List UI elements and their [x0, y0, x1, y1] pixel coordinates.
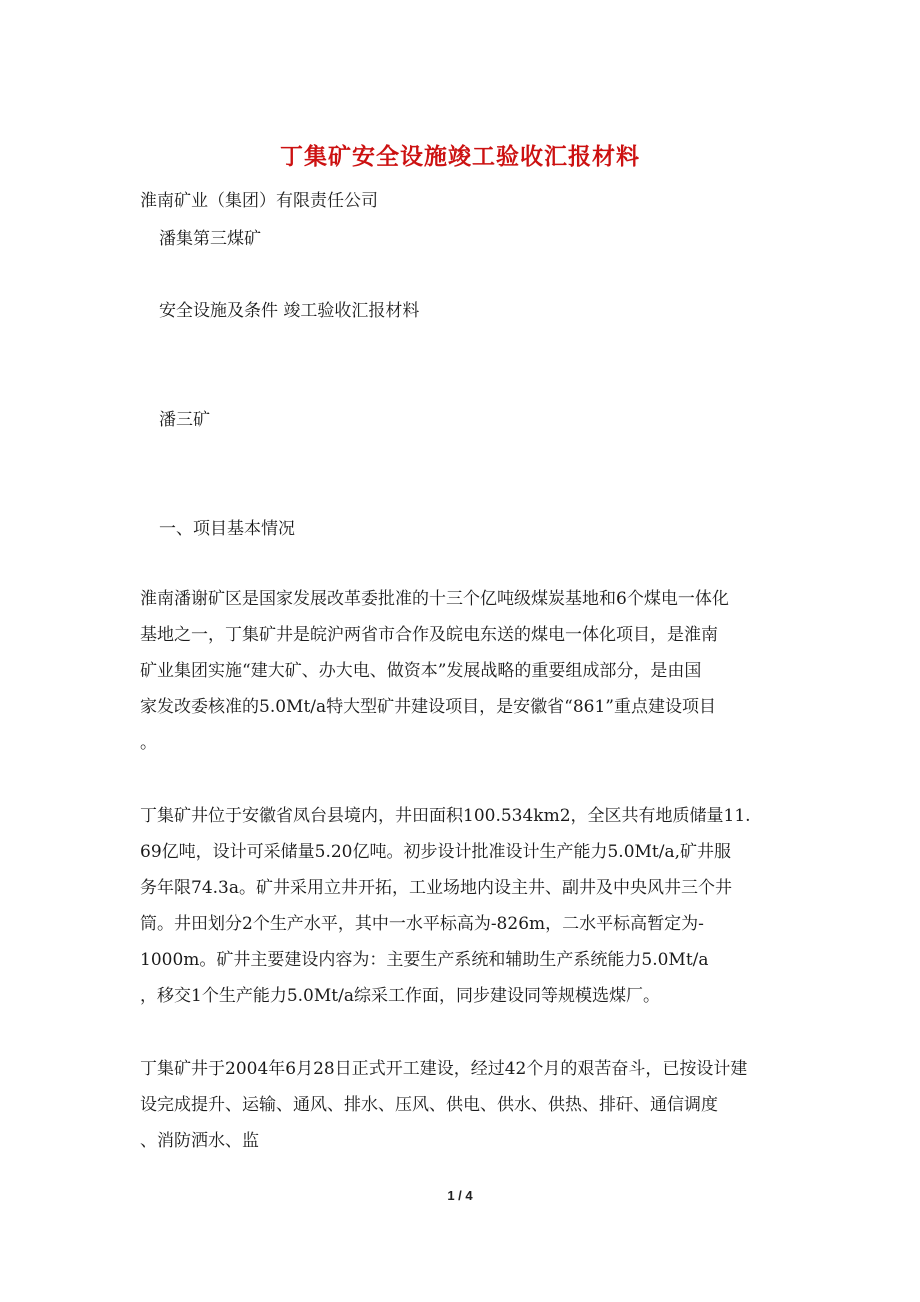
document-title: 丁集矿安全设施竣工验收汇报材料 — [280, 143, 640, 170]
paragraph-line: 。 — [140, 733, 157, 753]
section-heading: 一、项目基本情况 — [159, 519, 295, 539]
paragraph-line: 基地之一，丁集矿井是皖沪两省市合作及皖电东送的煤电一体化项目，是淮南 — [140, 625, 718, 645]
mine-name: 潘集第三煤矿 — [159, 229, 261, 249]
paragraph-2 — [140, 798, 780, 1014]
paragraph-line: 筒。井田划分2个生产水平，其中一水平标高为-826m，二水平标高暂定为- — [140, 914, 704, 934]
paragraph-line: 矿业集团实施“建大矿、办大电、做资本”发展战略的重要组成部分，是由国 — [140, 661, 702, 681]
company-name: 淮南矿业（集团）有限责任公司 — [140, 191, 378, 211]
paragraph-1 — [140, 581, 780, 761]
paragraph-line: 1000m。矿井主要建设内容为：主要生产系统和辅助生产系统能力5.0Mt/a — [140, 950, 709, 970]
mine-short-name: 潘三矿 — [159, 410, 210, 430]
paragraph-line: 、消防洒水、监 — [140, 1131, 259, 1151]
page-indicator: 1 / 4 — [447, 1188, 473, 1203]
paragraph-3 — [140, 1051, 780, 1159]
document-subtitle: 安全设施及条件 竣工验收汇报材料 — [159, 301, 420, 321]
paragraph-line: 丁集矿井位于安徽省凤台县境内，井田面积100.534km2，全区共有地质储量11. — [140, 806, 751, 826]
paragraph-line: 家发改委核准的5.0Mt/a特大型矿井建设项目，是安徽省“861”重点建设项目 — [140, 697, 716, 717]
paragraph-line: 丁集矿井于2004年6月28日正式开工建设，经过42个月的艰苦奋斗，已按设计建 — [140, 1059, 748, 1079]
paragraph-line: 设完成提升、运输、通风、排水、压风、供电、供水、供热、排矸、通信调度 — [140, 1095, 718, 1115]
paragraph-line: ，移交1个生产能力5.0Mt/a综采工作面，同步建设同等规模选煤厂。 — [140, 986, 660, 1006]
paragraph-line: 务年限74.3a。矿井采用立井开拓，工业场地内设主井、副井及中央风井三个井 — [140, 878, 732, 898]
paragraph-line: 淮南潘谢矿区是国家发展改革委批准的十三个亿吨级煤炭基地和6个煤电一体化 — [140, 589, 729, 609]
paragraph-line: 69亿吨，设计可采储量5.20亿吨。初步设计批准设计生产能力5.0Mt/a,矿井服 — [140, 842, 732, 862]
